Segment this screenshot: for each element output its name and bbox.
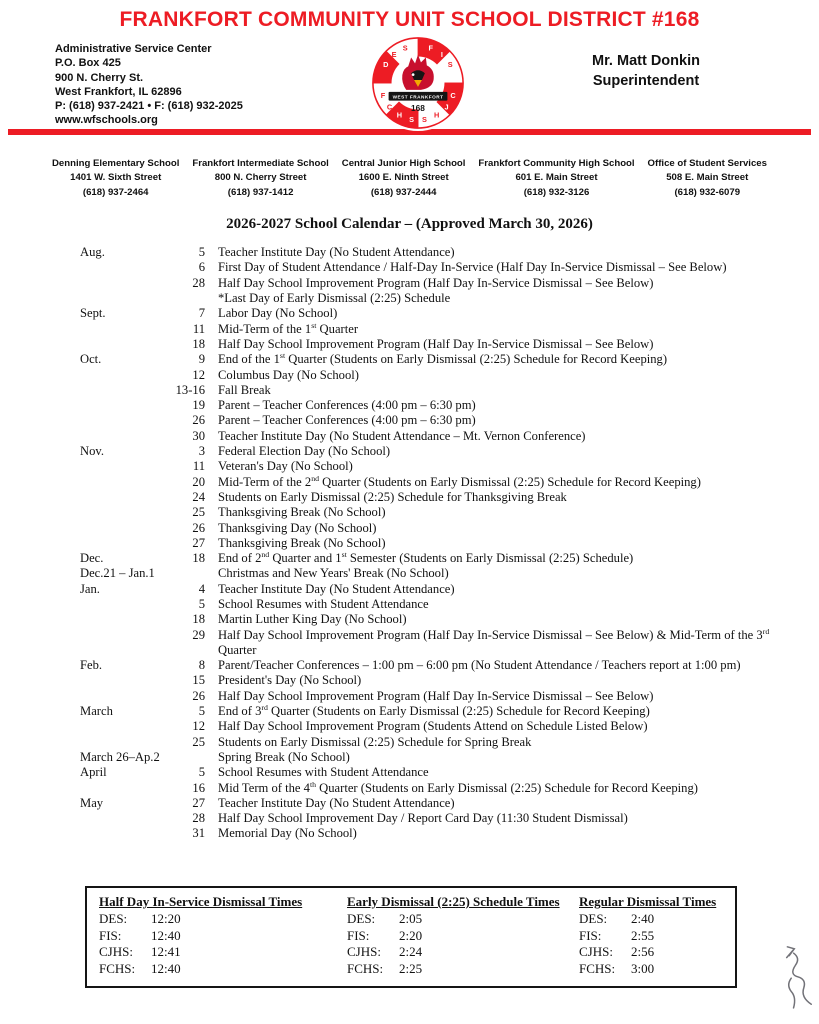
- entry-month: Dec.21 – Jan.1: [80, 566, 155, 581]
- entry-description: Thanksgiving Break (No School): [218, 535, 386, 550]
- school-block: [188, 157, 332, 200]
- entry-month: April: [80, 765, 107, 780]
- calendar-entry: [80, 413, 791, 428]
- dismissal-row: [99, 961, 347, 978]
- calendar-entry: [80, 597, 791, 612]
- schools-row: [48, 157, 771, 200]
- calendar-entry: [80, 551, 791, 566]
- svg-text:S: S: [447, 59, 453, 69]
- entry-month: [80, 826, 163, 841]
- school-name: Frankfort Intermediate School: [192, 158, 329, 169]
- entry-month: [80, 322, 163, 337]
- entry-day: 27: [192, 535, 205, 550]
- entry-description: Half Day School Improvement Program (Half Day In-Service Dismissal – See Below): [218, 336, 654, 351]
- entry-description: Thanksgiving Day (No School): [218, 520, 377, 535]
- superintendent-name: Mr. Matt Donkin: [592, 53, 700, 69]
- entry-day: 30: [192, 428, 205, 443]
- entry-month: [80, 735, 163, 750]
- dismissal-time: 2:20: [399, 927, 423, 943]
- dismissal-school: DES:: [99, 911, 128, 926]
- entry-day: 7: [198, 306, 205, 321]
- entry-day: 18: [192, 612, 205, 627]
- entry-description: Teacher Institute Day (No Student Attendance): [218, 795, 455, 810]
- calendar-entry: [80, 658, 791, 673]
- school-phone: (618) 932-3126: [523, 186, 590, 198]
- entry-month: Dec.: [80, 551, 104, 566]
- calendar-entry: [80, 306, 791, 321]
- entry-description: Labor Day (No School): [218, 306, 338, 321]
- calendar-entry: [80, 628, 791, 659]
- entry-month: [80, 475, 163, 490]
- calendar-entry: [80, 582, 791, 597]
- entry-month: March: [80, 704, 113, 719]
- entry-month: March 26–Ap.2: [80, 749, 160, 764]
- dismissal-time: 3:00: [631, 960, 655, 976]
- calendar-entry: [80, 612, 791, 627]
- entry-description: Mid Term of the 4th Quarter (Students on Early Dismissal (2:25) Schedule for Record Keeping): [218, 779, 698, 795]
- entry-description: School Resumes with Student Attendance: [218, 597, 429, 611]
- entry-month: Nov.: [80, 444, 105, 459]
- entry-description: End of the 1st Quarter (Students on Early Dismissal (2:25) Schedule for Record Keeping): [218, 351, 668, 367]
- entry-month: [80, 521, 163, 536]
- svg-text:I: I: [440, 49, 443, 59]
- calendar-entry: [80, 276, 791, 291]
- calendar-entry: [80, 475, 791, 490]
- calendar-entry: [80, 245, 791, 260]
- dismissal-row: [579, 961, 723, 978]
- entry-description: Half Day School Improvement Program (Students Attend on Schedule Listed Below): [218, 719, 648, 734]
- calendar-entry: [80, 291, 791, 306]
- dismissal-time: 2:40: [631, 911, 655, 926]
- entry-day: 28: [192, 275, 205, 290]
- school-phone: (618) 937-1412: [227, 186, 294, 198]
- svg-text:E: E: [391, 49, 397, 59]
- calendar-entry: [80, 811, 791, 826]
- entry-day: 26: [192, 520, 205, 535]
- dismissal-column-header: Half Day In-Service Dismissal Times: [99, 894, 303, 909]
- school-block: [474, 157, 638, 200]
- school-block: [48, 157, 183, 200]
- handwritten-scribble: [763, 944, 815, 1018]
- entry-description: Mid-Term of the 1st Quarter: [218, 320, 359, 336]
- entry-month: [80, 383, 163, 398]
- school-address: 601 E. Main Street: [515, 172, 598, 184]
- entry-month: [80, 597, 163, 612]
- entry-description: Christmas and New Years' Break (No School): [218, 566, 449, 581]
- svg-text:H: H: [396, 110, 403, 120]
- superintendent-block: [531, 38, 761, 91]
- dismissal-row: [347, 928, 579, 945]
- calendar-entry: [80, 368, 791, 383]
- calendar-entry: [80, 796, 791, 811]
- dismissal-time: 2:56: [631, 944, 655, 959]
- dismissal-school: CJHS:: [347, 944, 381, 959]
- entry-description: Columbus Day (No School): [218, 367, 359, 382]
- entry-description: Parent – Teacher Conferences (4:00 pm – 6:30 pm): [218, 398, 476, 413]
- entry-description: Mid-Term of the 2nd Quarter (Students on Early Dismissal (2:25) Schedule for Record Keeping): [218, 473, 701, 489]
- svg-text:S: S: [422, 115, 427, 125]
- dismissal-school: FCHS:: [347, 960, 384, 976]
- entry-day: 4: [198, 581, 205, 596]
- entry-month: [80, 536, 163, 551]
- entry-month: [80, 781, 163, 796]
- school-address: 800 N. Cherry Street: [214, 172, 307, 184]
- entry-day: 29: [192, 627, 205, 642]
- address-line: West Frankfort, IL 62896: [55, 85, 182, 98]
- entry-day: 18: [192, 336, 205, 351]
- entry-description: Teacher Institute Day (No Student Attendance – Mt. Vernon Conference): [218, 428, 586, 443]
- dismissal-column: [347, 894, 579, 977]
- entry-day: 6: [198, 260, 205, 275]
- entry-description: Parent/Teacher Conferences – 1:00 pm – 6:00 pm (No Student Attendance / Teachers report at 1:00 pm): [218, 658, 741, 673]
- entry-month: Sept.: [80, 306, 106, 321]
- entry-description: Spring Break (No School): [218, 749, 350, 764]
- entry-description: Half Day School Improvement Program (Half Day In-Service Dismissal – See Below): [218, 275, 654, 290]
- entry-month: Feb.: [80, 658, 103, 673]
- entry-day: 16: [192, 780, 205, 795]
- calendar-entry: [80, 444, 791, 459]
- dismissal-column: [99, 894, 347, 977]
- svg-text:H: H: [433, 110, 440, 120]
- entry-day: 12: [192, 719, 205, 734]
- address-line: Administrative Service Center: [55, 43, 212, 55]
- entry-day: 26: [192, 413, 205, 428]
- dismissal-school: DES:: [579, 911, 608, 926]
- school-phone: (618) 937-2444: [370, 186, 437, 198]
- school-address: 1401 W. Sixth Street: [70, 172, 162, 184]
- entry-day: 5: [198, 245, 205, 260]
- dismissal-row: [99, 944, 347, 961]
- svg-text:WEST FRANKFORT: WEST FRANKFORT: [392, 94, 444, 100]
- entry-day: 19: [192, 398, 205, 413]
- entry-month: [80, 429, 163, 444]
- entry-day: 18: [192, 551, 205, 566]
- entry-description: Teacher Institute Day (No Student Attendance): [218, 581, 455, 596]
- address-block: [55, 38, 305, 128]
- dismissal-time: 2:55: [631, 927, 655, 943]
- entry-month: Oct.: [80, 352, 102, 367]
- address-line: 900 N. Cherry St.: [55, 71, 144, 84]
- website-text: www.wfschools.org: [55, 114, 158, 127]
- svg-text:C: C: [450, 91, 456, 101]
- dismissal-time: 2:24: [399, 944, 423, 959]
- entry-month: May: [80, 795, 104, 810]
- dismissal-table: [85, 886, 737, 988]
- entry-description: Half Day School Improvement Day / Report Card Day (11:30 Student Dismissal): [218, 811, 628, 826]
- calendar-entry: [80, 826, 791, 841]
- dismissal-school: FCHS:: [99, 960, 136, 976]
- entry-day: 27: [192, 795, 205, 810]
- dismissal-row: [579, 944, 723, 961]
- dismissal-time: 12:41: [151, 944, 181, 959]
- dismissal-school: CJHS:: [579, 944, 613, 959]
- svg-text:F: F: [380, 91, 386, 101]
- calendar-entry: [80, 735, 791, 750]
- dismissal-row: [347, 961, 579, 978]
- entry-day: 24: [192, 489, 205, 504]
- entry-description: President's Day (No School): [218, 673, 362, 688]
- calendar-entry: [80, 704, 791, 719]
- entry-day: 11: [192, 459, 205, 474]
- entry-month: [80, 368, 163, 383]
- school-address: 1600 E. Ninth Street: [358, 172, 449, 184]
- dismissal-row: [579, 911, 723, 928]
- svg-text:168: 168: [411, 102, 425, 113]
- dismissal-row: [579, 928, 723, 945]
- entry-day: 5: [198, 765, 205, 780]
- entry-description: Half Day School Improvement Program (Half Day In-Service Dismissal – See Below): [218, 688, 654, 703]
- school-name: Frankfort Community High School: [478, 158, 635, 169]
- school-block: [338, 157, 470, 200]
- calendar-entry: [80, 490, 791, 505]
- dismissal-school: FIS:: [579, 927, 602, 943]
- calendar-title: 2026-2027 School Calendar – (Approved March 30, 2026): [226, 216, 593, 233]
- phone-fax-line: P: (618) 937-2421 • F: (618) 932-2025: [55, 100, 243, 113]
- dismissal-row: [99, 928, 347, 945]
- entry-description: Teacher Institute Day (No Student Attendance): [218, 245, 455, 260]
- entry-day: 8: [198, 658, 205, 673]
- calendar-entry: [80, 689, 791, 704]
- entry-month: [80, 337, 163, 352]
- entry-description: School Resumes with Student Attendance: [218, 765, 429, 780]
- calendar-entry: [80, 521, 791, 536]
- entry-month: [80, 673, 163, 688]
- dismissal-school: FCHS:: [579, 960, 616, 976]
- entry-description: Students on Early Dismissal (2:25) Schedule for Spring Break: [218, 734, 532, 749]
- calendar-entry: [80, 673, 791, 688]
- dismissal-column: [579, 894, 723, 977]
- district-title: FRANKFORT COMMUNITY UNIT SCHOOL DISTRICT #168: [119, 8, 700, 31]
- entry-description: End of 2nd Quarter and 1st Semester (Students on Early Dismissal (2:25) Schedule): [218, 549, 634, 566]
- svg-text:S: S: [409, 115, 414, 125]
- dismissal-school: CJHS:: [99, 944, 133, 959]
- entry-description: Memorial Day (No School): [218, 826, 357, 841]
- school-phone: (618) 937-2464: [82, 186, 149, 198]
- entry-day: 5: [198, 597, 205, 611]
- calendar-entry: [80, 459, 791, 474]
- calendar-entry: [80, 719, 791, 734]
- entry-month: [80, 291, 163, 306]
- entry-day: 28: [192, 811, 205, 826]
- calendar-entries: [80, 245, 791, 842]
- entry-month: [80, 398, 163, 413]
- calendar-entry: [80, 322, 791, 337]
- entry-day: 9: [198, 352, 205, 367]
- entry-day: 15: [192, 673, 205, 688]
- entry-month: [80, 689, 163, 704]
- dismissal-school: FIS:: [347, 927, 370, 943]
- calendar-entry: [80, 765, 791, 780]
- entry-day: 20: [192, 474, 205, 489]
- entry-month: [80, 612, 163, 627]
- entry-month: [80, 811, 163, 826]
- dismissal-time: 2:05: [399, 911, 423, 926]
- entry-month: [80, 490, 163, 505]
- entry-day: 26: [192, 688, 205, 703]
- calendar-entry: [80, 337, 791, 352]
- school-name: Central Junior High School: [341, 158, 466, 169]
- calendar-entry: [80, 352, 791, 367]
- entry-day: 3: [198, 444, 205, 459]
- calendar-entry: [80, 781, 791, 796]
- entry-month: [80, 276, 163, 291]
- entry-description: Students on Early Dismissal (2:25) Schedule for Thanksgiving Break: [218, 489, 567, 504]
- letterhead: [55, 38, 761, 137]
- dismissal-row: [99, 911, 347, 928]
- entry-description: Fall Break: [218, 382, 271, 397]
- dismissal-column-header: Early Dismissal (2:25) Schedule Times: [347, 894, 560, 909]
- entry-day: 25: [192, 505, 205, 520]
- entry-month: [80, 459, 163, 474]
- dismissal-time: 2:25: [399, 960, 423, 976]
- svg-text:C: C: [386, 102, 393, 112]
- dismissal-row: [347, 911, 579, 928]
- school-name: Office of Student Services: [647, 158, 767, 169]
- entry-day: 31: [192, 826, 205, 841]
- entry-month: [80, 260, 163, 275]
- entry-description: Martin Luther King Day (No School): [218, 612, 407, 627]
- school-address: 508 E. Main Street: [666, 172, 749, 184]
- entry-description: First Day of Student Attendance / Half-Day In-Service (Half Day In-Service Dismissal – See Below): [218, 260, 727, 275]
- school-block: [644, 157, 771, 200]
- entry-description: Half Day School Improvement Program (Half Day In-Service Dismissal – See Below) & Mid-Term of the 3rd Quarter: [218, 626, 770, 657]
- entry-month: [80, 628, 163, 659]
- entry-month: [80, 505, 163, 520]
- dismissal-time: 12:20: [151, 911, 181, 926]
- entry-description: End of 3rd Quarter (Students on Early Dismissal (2:25) Schedule for Record Keeping): [218, 702, 650, 719]
- entry-month: Aug.: [80, 245, 105, 260]
- dismissal-school: DES:: [347, 911, 376, 926]
- svg-text:F: F: [428, 43, 433, 53]
- dismissal-time: 12:40: [151, 960, 181, 976]
- school-phone: (618) 932-6079: [674, 186, 741, 198]
- calendar-entry: [80, 383, 791, 398]
- calendar-entry: [80, 429, 791, 444]
- svg-text:J: J: [444, 102, 449, 112]
- entry-day: 11: [192, 321, 205, 336]
- entry-description: Parent – Teacher Conferences (4:00 pm – 6:30 pm): [218, 413, 476, 428]
- entry-day: 13-16: [175, 382, 205, 397]
- entry-description: *Last Day of Early Dismissal (2:25) Schedule: [218, 291, 451, 306]
- dismissal-column-header: Regular Dismissal Times: [579, 894, 717, 909]
- dismissal-time: 12:40: [151, 927, 181, 943]
- cardinal-logo-icon: [369, 34, 467, 132]
- entry-day: [163, 291, 205, 306]
- calendar-entry: [80, 566, 791, 581]
- superintendent-title: Superintendent: [592, 72, 700, 89]
- school-name: Denning Elementary School: [52, 158, 180, 169]
- calendar-entry: [80, 505, 791, 520]
- entry-day: 12: [192, 367, 205, 382]
- entry-description: Federal Election Day (No School): [218, 444, 391, 459]
- entry-month: [80, 413, 163, 428]
- entry-month: Jan.: [80, 581, 100, 596]
- calendar-entry: [80, 260, 791, 275]
- calendar-entry: [80, 536, 791, 551]
- entry-description: Thanksgiving Break (No School): [218, 505, 386, 520]
- district-logo: [369, 34, 467, 137]
- calendar-entry: [80, 398, 791, 413]
- svg-text:S: S: [402, 43, 408, 53]
- svg-text:D: D: [383, 59, 389, 69]
- calendar-entry: [80, 750, 791, 765]
- entry-description: Veteran's Day (No School): [218, 459, 353, 474]
- address-line: P.O. Box 425: [55, 57, 121, 70]
- entry-day: 25: [192, 734, 205, 749]
- dismissal-row: [347, 944, 579, 961]
- entry-day: 5: [198, 704, 205, 719]
- dismissal-school: FIS:: [99, 927, 122, 943]
- entry-month: [80, 719, 163, 734]
